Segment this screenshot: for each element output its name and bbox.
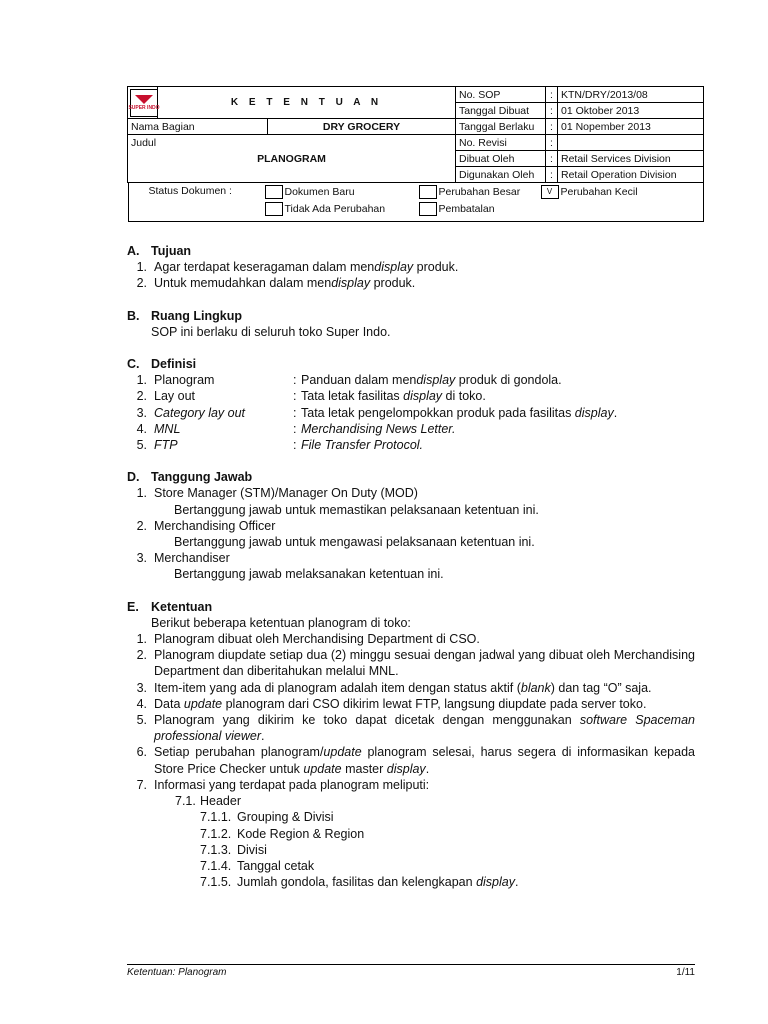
item-text: produk. bbox=[370, 276, 416, 291]
role-description: Bertanggung jawab melaksanakan ketentuan ini. bbox=[174, 567, 444, 582]
sub-item-title: Header bbox=[200, 794, 241, 809]
section-letter: B. bbox=[127, 308, 140, 323]
item-number: 3. bbox=[136, 551, 147, 566]
item-text-italic: display bbox=[476, 875, 515, 890]
item-number: 2. bbox=[136, 648, 147, 663]
checkbox-pembatalan[interactable] bbox=[419, 202, 495, 216]
checkbox-box[interactable] bbox=[265, 185, 283, 199]
checkbox-box[interactable] bbox=[419, 185, 437, 199]
list-item bbox=[127, 631, 695, 647]
item-text-italic: software Spaceman professional viewer bbox=[154, 713, 695, 744]
meta-value-no-revisi bbox=[558, 135, 704, 151]
colon: : bbox=[293, 421, 297, 436]
definition-text-italic: File Transfer Protocol. bbox=[301, 438, 424, 453]
item-text: ) dan tag “O” saja. bbox=[550, 680, 652, 695]
checkbox-box-checked[interactable]: V bbox=[541, 185, 559, 199]
item-text: Kode Region & Region bbox=[237, 826, 365, 841]
meta-label-no-revisi: No. Revisi bbox=[456, 135, 546, 151]
item-text: Jumlah gondola, fasilitas dan kelengkapan bbox=[237, 875, 477, 890]
item-text: planogram dari CSO dikirim lewat FTP, langsung diupdate pada server toko. bbox=[222, 696, 647, 711]
item-text: Grouping & Divisi bbox=[237, 810, 334, 825]
colon: : bbox=[546, 103, 558, 119]
colon: : bbox=[293, 373, 297, 388]
item-text-italic: display bbox=[374, 260, 414, 275]
sub-sub-list-item bbox=[127, 874, 695, 890]
section-title-tujuan bbox=[127, 243, 695, 259]
list-item bbox=[127, 744, 695, 776]
definition-text: Tata letak pengelompokkan produk pada fasilitas bbox=[301, 405, 575, 420]
checkbox-label: Tidak Ada Perubahan bbox=[284, 203, 386, 215]
checkbox-label: Pembatalan bbox=[438, 203, 495, 215]
sub-sub-list-item bbox=[127, 842, 695, 858]
meta-label-tanggal-dibuat: Tanggal Dibuat bbox=[456, 103, 546, 119]
item-number: 4. bbox=[136, 696, 147, 711]
meta-label-tanggal-berlaku: Tanggal Berlaku bbox=[456, 119, 546, 135]
role-name: Merchandising Officer bbox=[154, 518, 276, 533]
checkbox-tidak-ada-perubahan[interactable] bbox=[265, 202, 386, 216]
list-item bbox=[127, 712, 695, 744]
colon: : bbox=[293, 438, 297, 453]
colon: : bbox=[546, 167, 558, 183]
item-number: 5. bbox=[136, 438, 147, 453]
definition-row bbox=[127, 405, 695, 421]
list-item bbox=[127, 485, 695, 501]
item-text: Untuk memudahkan dalam men bbox=[154, 276, 332, 291]
sub-list-item bbox=[127, 793, 695, 809]
section-title-text: Tanggung Jawab bbox=[151, 470, 253, 485]
item-number: 7.1.1. bbox=[200, 810, 232, 825]
section-title-text: Definisi bbox=[151, 357, 197, 372]
definition-text: Tata letak fasilitas bbox=[301, 389, 404, 404]
role-name: Merchandiser bbox=[154, 551, 230, 566]
definition-text: . bbox=[613, 405, 618, 420]
definition-text-italic: display bbox=[416, 373, 456, 388]
sop-header-table bbox=[127, 86, 704, 222]
definition-term: Category lay out bbox=[154, 405, 246, 420]
definition-text-italic: display bbox=[574, 405, 614, 420]
section-letter: E. bbox=[127, 599, 139, 614]
item-text: Agar terdapat keseragaman dalam men bbox=[154, 260, 375, 275]
section-letter: D. bbox=[127, 470, 140, 485]
meta-label-no-sop: No. SOP bbox=[456, 87, 546, 103]
role-description: Bertanggung jawab untuk mengawasi pelaksanaan ketentuan ini. bbox=[174, 535, 535, 550]
nama-bagian-value: DRY GROCERY bbox=[268, 119, 456, 135]
meta-value-tanggal-dibuat: 01 Oktober 2013 bbox=[558, 103, 704, 119]
list-item bbox=[127, 680, 695, 696]
item-text: . bbox=[514, 875, 519, 890]
colon: : bbox=[546, 119, 558, 135]
item-text: planogram selesai, harus segera di informasikan kepada Store Price Checker untuk bbox=[154, 745, 695, 776]
item-text: produk. bbox=[413, 260, 459, 275]
logo-chevron-icon bbox=[135, 95, 153, 104]
definition-row bbox=[127, 372, 695, 388]
section-paragraph: Berikut beberapa ketentuan planogram di toko: bbox=[151, 615, 411, 630]
item-number: 3. bbox=[136, 405, 147, 420]
item-number: 7.1.2. bbox=[200, 826, 232, 841]
section-title-text: Ruang Lingkup bbox=[151, 308, 242, 323]
colon: : bbox=[293, 389, 297, 404]
item-text: Tanggal cetak bbox=[237, 858, 315, 873]
nama-bagian-label: Nama Bagian bbox=[128, 119, 268, 135]
meta-value-dibuat-oleh: Retail Services Division bbox=[558, 151, 704, 167]
list-item bbox=[127, 696, 695, 712]
status-dokumen-row bbox=[128, 183, 704, 222]
item-text-italic: update bbox=[323, 745, 362, 760]
item-text: Planogram yang dikirim ke toko dapat dicetak dengan menggunakan bbox=[154, 713, 580, 728]
item-text: Item-item yang ada di planogram adalah item dengan status aktif ( bbox=[154, 680, 521, 695]
item-number: 1. bbox=[136, 260, 147, 275]
colon: : bbox=[546, 87, 558, 103]
checkbox-box[interactable] bbox=[265, 202, 283, 216]
item-text-italic: update bbox=[303, 761, 342, 776]
item-number: 7.1. bbox=[175, 794, 196, 809]
item-number: 7.1.4. bbox=[200, 858, 232, 873]
list-item bbox=[127, 518, 695, 534]
judul-label: Judul bbox=[128, 135, 456, 151]
checkbox-dokumen-baru[interactable] bbox=[265, 185, 355, 199]
logo-cell bbox=[128, 87, 158, 119]
section-letter: C. bbox=[127, 357, 140, 372]
item-text: Data bbox=[154, 696, 184, 711]
section-title-ketentuan bbox=[127, 599, 695, 615]
definition-term: FTP bbox=[154, 438, 178, 453]
item-number: 1. bbox=[136, 632, 147, 647]
meta-value-digunakan-oleh: Retail Operation Division bbox=[558, 167, 704, 183]
list-item bbox=[127, 275, 695, 291]
item-number: 6. bbox=[136, 745, 147, 760]
sub-sub-list-item bbox=[127, 809, 695, 825]
item-text: . bbox=[425, 761, 430, 776]
checkbox-label: Perubahan Besar bbox=[438, 186, 521, 198]
item-number: 5. bbox=[136, 713, 147, 728]
section-title-tanggung-jawab bbox=[127, 469, 695, 485]
item-text-italic: display bbox=[386, 761, 426, 776]
definition-term: MNL bbox=[154, 421, 181, 436]
item-text: . bbox=[261, 729, 265, 744]
page-footer bbox=[127, 964, 695, 978]
judul-blank bbox=[128, 167, 456, 183]
role-name: Store Manager (STM)/Manager On Duty (MOD) bbox=[154, 486, 418, 501]
item-number: 1. bbox=[136, 486, 147, 501]
item-text-italic: blank bbox=[520, 680, 551, 695]
superindo-logo bbox=[130, 89, 158, 117]
meta-value-no-sop: KTN/DRY/2013/08 bbox=[558, 87, 704, 103]
item-text: Divisi bbox=[237, 842, 267, 857]
definition-text-italic: display bbox=[403, 389, 443, 404]
checkbox-perubahan-besar[interactable] bbox=[419, 185, 521, 199]
section-title-text: Ketentuan bbox=[151, 599, 213, 614]
item-number: 7.1.3. bbox=[200, 842, 232, 857]
list-item bbox=[127, 777, 695, 793]
definition-term: Planogram bbox=[154, 373, 215, 388]
sub-sub-list-item bbox=[127, 826, 695, 842]
meta-label-dibuat-oleh: Dibuat Oleh bbox=[456, 151, 546, 167]
section-title-text: Tujuan bbox=[151, 244, 192, 258]
item-number: 7.1.5. bbox=[200, 875, 232, 890]
definition-text: produk di gondola. bbox=[455, 373, 562, 388]
colon: : bbox=[293, 405, 297, 420]
item-text: Planogram dibuat oleh Merchandising Department di CSO. bbox=[154, 632, 480, 647]
judul-value: PLANOGRAM bbox=[128, 151, 456, 167]
item-text: Setiap perubahan planogram/ bbox=[154, 745, 324, 760]
definition-text: Panduan dalam men bbox=[301, 373, 417, 388]
section-letter: A. bbox=[127, 244, 140, 258]
colon: : bbox=[546, 135, 558, 151]
list-item bbox=[127, 647, 695, 679]
meta-label-digunakan-oleh: Digunakan Oleh bbox=[456, 167, 546, 183]
item-number: 4. bbox=[136, 421, 147, 436]
checkbox-perubahan-kecil[interactable] bbox=[541, 185, 638, 199]
definition-row bbox=[127, 388, 695, 404]
definition-text: di toko. bbox=[442, 389, 486, 404]
sub-sub-list-item bbox=[127, 858, 695, 874]
item-number: 1. bbox=[136, 373, 147, 388]
checkbox-box[interactable] bbox=[419, 202, 437, 216]
item-text-italic: display bbox=[331, 276, 371, 291]
checkbox-label: Perubahan Kecil bbox=[560, 186, 638, 198]
role-description: Bertanggung jawab untuk memastikan pelaksanaan ketentuan ini. bbox=[174, 502, 539, 517]
list-item bbox=[127, 550, 695, 566]
checkbox-label: Dokumen Baru bbox=[284, 186, 355, 198]
item-number: 2. bbox=[136, 389, 147, 404]
item-number: 2. bbox=[136, 518, 147, 533]
definition-text-italic: Merchandising News Letter. bbox=[301, 421, 456, 436]
item-text: Planogram diupdate setiap dua (2) minggu sesuai dengan jadwal yang dibuat oleh Merchandising Department dan diberitahukan melalui MNL. bbox=[154, 648, 695, 679]
document-body bbox=[127, 243, 695, 890]
item-text: master bbox=[341, 761, 387, 776]
item-number: 7. bbox=[136, 777, 147, 792]
page-number: 1/11 bbox=[676, 967, 695, 978]
item-text-italic: update bbox=[183, 696, 223, 711]
status-dokumen-label: Status Dokumen : bbox=[148, 185, 232, 197]
section-paragraph: SOP ini berlaku di seluruh toko Super Indo. bbox=[151, 324, 391, 339]
colon: : bbox=[546, 151, 558, 167]
list-item bbox=[127, 259, 695, 275]
definition-row bbox=[127, 421, 695, 437]
definition-term: Lay out bbox=[154, 389, 196, 404]
item-text: Informasi yang terdapat pada planogram meliputi: bbox=[154, 777, 430, 792]
meta-value-tanggal-berlaku: 01 Nopember 2013 bbox=[558, 119, 704, 135]
document-title: K E T E N T U A N bbox=[158, 87, 456, 119]
logo-text: SUPER INDO bbox=[128, 104, 160, 111]
definition-row bbox=[127, 437, 695, 453]
section-title-ruang-lingkup bbox=[127, 308, 695, 324]
item-number: 3. bbox=[136, 680, 147, 695]
footer-document-name: Ketentuan: Planogram bbox=[127, 967, 227, 978]
section-title-definisi bbox=[127, 356, 695, 372]
item-number: 2. bbox=[136, 276, 147, 291]
